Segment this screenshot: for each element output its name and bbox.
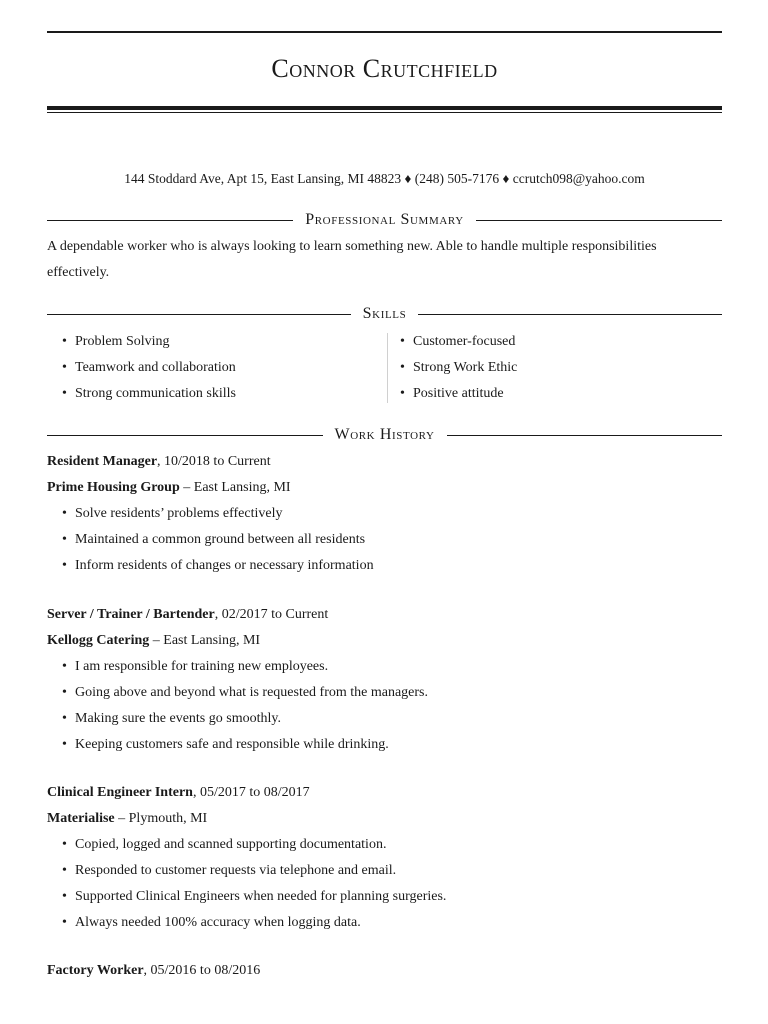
job-bullet: • Supported Clinical Engineers when needed for planning surgeries. (47, 884, 722, 910)
job-employer: Kellogg Catering (47, 633, 150, 648)
job-dates: , 05/2017 to 08/2017 (192, 785, 310, 800)
job-bullet: • Solve residents’ problems effectively (47, 501, 722, 527)
skills-heading: Skills (362, 305, 407, 322)
summary-line-1: A dependable worker who is always looking to learn something new. Able to handle multiple responsibilities (47, 239, 657, 254)
job-bullet: • Going above and beyond what is requested from the managers. (47, 680, 722, 706)
job-employer: Materialise (47, 811, 115, 826)
job-title: Clinical Engineer Intern (47, 785, 193, 800)
skill-item: • Strong Work Ethic (385, 355, 715, 381)
summary-line-2: effectively. (47, 265, 110, 280)
job-bullet: • Inform residents of changes or necessary information (47, 553, 722, 579)
job-dates: , 10/2018 to Current (157, 454, 271, 469)
job-bullets (47, 501, 722, 579)
divider-line (47, 220, 293, 221)
summary-heading-row (47, 207, 722, 233)
job-bullet: • Making sure the events go smoothly. (47, 706, 722, 732)
job-title-line (47, 780, 722, 806)
divider-line (47, 314, 351, 315)
divider-line (418, 314, 722, 315)
skills-right-column (385, 329, 715, 407)
job-location: – Plymouth, MI (114, 811, 208, 826)
job-title-line (47, 449, 722, 475)
divider-line (447, 435, 723, 436)
candidate-name: Connor Crutchfield (271, 54, 498, 83)
job-bullet: • Maintained a common ground between all residents (47, 527, 722, 553)
job-employer-line (47, 475, 722, 501)
job-dates: , 05/2016 to 08/2016 (143, 963, 261, 978)
job-bullet: • I am responsible for training new employees. (47, 654, 722, 680)
skill-item: • Teamwork and collaboration (47, 355, 377, 381)
skill-item: • Positive attitude (385, 381, 715, 407)
skill-item: • Problem Solving (47, 329, 377, 355)
skill-item: • Strong communication skills (47, 381, 377, 407)
skills-heading-row (47, 301, 722, 327)
work-heading-row (47, 422, 722, 448)
skill-item: • Customer-focused (385, 329, 715, 355)
summary-heading: Professional Summary (305, 211, 464, 228)
divider-line (476, 220, 722, 221)
job-title: Server / Trainer / Bartender (47, 607, 215, 622)
job-title-line (47, 602, 722, 628)
job-employer-line (47, 628, 722, 654)
skills-left-column (47, 329, 377, 407)
contact-info: 144 Stoddard Ave, Apt 15, East Lansing, MI 48823 ♦ (248) 505-7176 ♦ ccrutch098@yahoo.com (124, 171, 645, 186)
job-employer: Prime Housing Group (47, 480, 180, 495)
work-heading: Work History (334, 426, 435, 443)
top-rule (47, 31, 722, 33)
job-employer-line (47, 806, 722, 832)
job-bullets (47, 654, 722, 758)
name-rule-thick (47, 106, 722, 110)
job-title: Factory Worker (47, 963, 144, 978)
job-location: – East Lansing, MI (179, 480, 291, 495)
divider-line (47, 435, 323, 436)
job-bullet: • Always needed 100% accuracy when logging data. (47, 910, 722, 936)
job-location: – East Lansing, MI (149, 633, 261, 648)
job-bullet: • Copied, logged and scanned supporting documentation. (47, 832, 722, 858)
job-bullet: • Responded to customer requests via telephone and email. (47, 858, 722, 884)
job-bullet: • Keeping customers safe and responsible while drinking. (47, 732, 722, 758)
job-dates: , 02/2017 to Current (214, 607, 329, 622)
job-bullets (47, 832, 722, 936)
job-title: Resident Manager (47, 454, 158, 469)
name-rule-thin (47, 112, 722, 113)
job-title-line (47, 958, 722, 984)
